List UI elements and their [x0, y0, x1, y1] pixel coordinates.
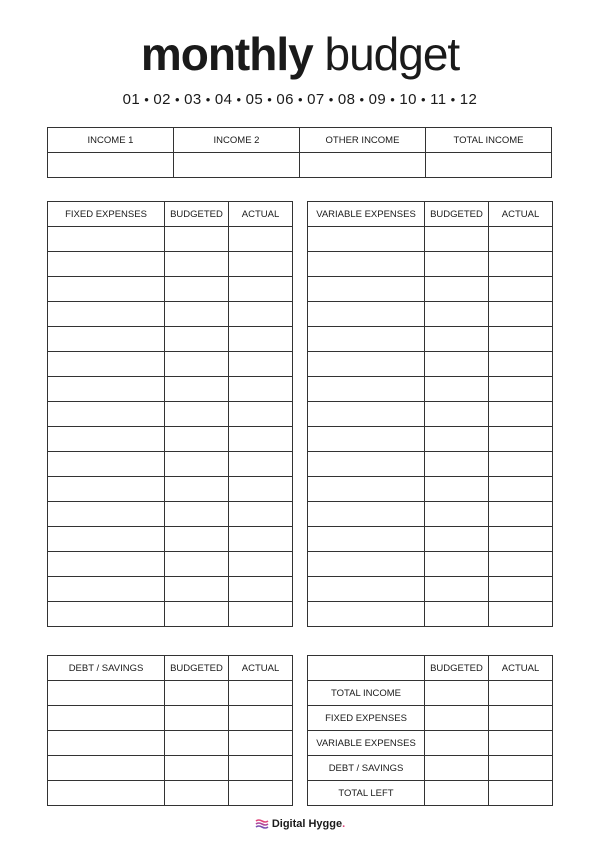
table-row: [48, 552, 293, 577]
table-row: [308, 477, 553, 502]
income-table: [47, 127, 552, 178]
entry-cell[interactable]: [425, 552, 489, 577]
entry-cell[interactable]: [308, 577, 425, 602]
entry-cell[interactable]: [48, 681, 165, 706]
entry-cell[interactable]: [489, 756, 553, 781]
summary-row-label: TOTAL INCOME: [308, 681, 425, 706]
entry-cell[interactable]: [229, 502, 293, 527]
month-separator: •: [236, 92, 242, 107]
income-header: INCOME 2: [174, 128, 300, 153]
page-title: [0, 26, 600, 82]
entry-cell[interactable]: [308, 427, 425, 452]
entry-cell[interactable]: [165, 781, 229, 806]
month-separator: •: [267, 92, 273, 107]
entry-cell[interactable]: [165, 327, 229, 352]
entry-cell[interactable]: [229, 477, 293, 502]
entry-cell[interactable]: [165, 452, 229, 477]
table-row: [48, 302, 293, 327]
entry-cell[interactable]: [425, 377, 489, 402]
table-row: [48, 731, 293, 756]
month-02[interactable]: 02: [153, 91, 172, 108]
debt-header: DEBT / SAVINGS: [48, 656, 165, 681]
summary-header: BUDGETED: [425, 656, 489, 681]
table-row: [48, 602, 293, 627]
header-row: [48, 656, 293, 681]
month-03[interactable]: 03: [184, 91, 202, 108]
entry-cell[interactable]: [48, 227, 165, 252]
entry-cell[interactable]: [165, 377, 229, 402]
table-row: [308, 302, 553, 327]
entry-cell[interactable]: [48, 502, 165, 527]
entry-cell[interactable]: [229, 252, 293, 277]
entry-cell[interactable]: [489, 327, 553, 352]
month-10[interactable]: 10: [399, 91, 418, 108]
table-row: [308, 527, 553, 552]
entry-cell[interactable]: [165, 277, 229, 302]
entry-cell[interactable]: [425, 252, 489, 277]
entry-cell[interactable]: [165, 502, 229, 527]
entry-cell[interactable]: [229, 377, 293, 402]
table-row: [308, 252, 553, 277]
table-row: [308, 402, 553, 427]
entry-cell[interactable]: [48, 277, 165, 302]
brand-dot: .: [342, 818, 346, 830]
entry-cell[interactable]: [489, 577, 553, 602]
fixed-header: BUDGETED: [165, 202, 229, 227]
income-header: TOTAL INCOME: [426, 128, 552, 153]
table-row: [308, 602, 553, 627]
brand-footer: [0, 818, 600, 830]
entry-cell[interactable]: [489, 731, 553, 756]
debt-savings-table: [47, 655, 293, 806]
entry-cell[interactable]: [229, 452, 293, 477]
entry-cell[interactable]: [48, 577, 165, 602]
entry-cell[interactable]: [48, 302, 165, 327]
table-row: [308, 577, 553, 602]
entry-cell[interactable]: [308, 377, 425, 402]
month-separator: •: [421, 92, 427, 107]
table-row: [48, 477, 293, 502]
entry-cell[interactable]: [425, 477, 489, 502]
entry-cell[interactable]: [48, 552, 165, 577]
entry-cell[interactable]: [425, 706, 489, 731]
entry-cell[interactable]: [425, 756, 489, 781]
entry-cell[interactable]: [308, 502, 425, 527]
entry-cell[interactable]: [229, 427, 293, 452]
entry-cell[interactable]: [165, 477, 229, 502]
entry-cell[interactable]: [48, 427, 165, 452]
table-row: [308, 706, 553, 731]
table-row: [48, 377, 293, 402]
entry-cell[interactable]: [425, 402, 489, 427]
entry-cell[interactable]: [425, 527, 489, 552]
entry-cell[interactable]: [48, 477, 165, 502]
entry-cell[interactable]: [229, 527, 293, 552]
month-04[interactable]: 04: [214, 91, 233, 108]
table-row: [48, 527, 293, 552]
entry-cell[interactable]: [48, 731, 165, 756]
variable-header: VARIABLE EXPENSES: [308, 202, 425, 227]
entry-cell[interactable]: [48, 756, 165, 781]
table-row: [48, 756, 293, 781]
entry-cell[interactable]: [308, 527, 425, 552]
entry-cell[interactable]: [489, 502, 553, 527]
summary-row-label: FIXED EXPENSES: [308, 706, 425, 731]
entry-cell[interactable]: [165, 227, 229, 252]
entry-cell[interactable]: [229, 756, 293, 781]
table-row: [308, 277, 553, 302]
entry-cell[interactable]: [425, 577, 489, 602]
month-separator: •: [450, 92, 456, 107]
entry-cell[interactable]: [229, 327, 293, 352]
waves-logo-icon: [255, 819, 269, 829]
entry-cell[interactable]: [165, 706, 229, 731]
table-row: [308, 452, 553, 477]
entry-cell[interactable]: [229, 602, 293, 627]
entry-cell[interactable]: [48, 452, 165, 477]
table-row: [48, 781, 293, 806]
entry-cell[interactable]: [48, 377, 165, 402]
entry-cell[interactable]: [229, 706, 293, 731]
fixed-header: ACTUAL: [229, 202, 293, 227]
entry-cell[interactable]: [489, 352, 553, 377]
entry-cell[interactable]: [308, 302, 425, 327]
entry-cell[interactable]: [308, 252, 425, 277]
summary-row-label: TOTAL LEFT: [308, 781, 425, 806]
table-row: [308, 502, 553, 527]
entry-cell[interactable]: [229, 681, 293, 706]
table-row: [48, 452, 293, 477]
header-row: [308, 656, 553, 681]
table-row: [48, 402, 293, 427]
entry-cell[interactable]: [489, 452, 553, 477]
entry-cell[interactable]: [308, 602, 425, 627]
table-row: [308, 731, 553, 756]
variable-header: ACTUAL: [489, 202, 553, 227]
variable-header: BUDGETED: [425, 202, 489, 227]
income-cell[interactable]: [48, 153, 174, 178]
entry-cell[interactable]: [165, 577, 229, 602]
entry-cell[interactable]: [229, 227, 293, 252]
entry-cell[interactable]: [229, 352, 293, 377]
entry-cell[interactable]: [165, 552, 229, 577]
entry-cell[interactable]: [229, 302, 293, 327]
debt-header: BUDGETED: [165, 656, 229, 681]
table-row: [308, 227, 553, 252]
table-row: [48, 227, 293, 252]
table-row: [48, 681, 293, 706]
table-row: [308, 352, 553, 377]
entry-cell[interactable]: [425, 681, 489, 706]
month-12[interactable]: 12: [459, 91, 478, 108]
table-row: [308, 681, 553, 706]
entry-cell[interactable]: [165, 252, 229, 277]
entry-cell[interactable]: [229, 731, 293, 756]
table-row: [48, 502, 293, 527]
month-06[interactable]: 06: [276, 91, 295, 108]
table-row: [308, 327, 553, 352]
entry-cell[interactable]: [489, 227, 553, 252]
month-11[interactable]: 11: [430, 91, 447, 108]
title-light: budget: [324, 28, 460, 80]
month-01[interactable]: 01: [122, 91, 141, 108]
entry-cell[interactable]: [229, 577, 293, 602]
entry-cell[interactable]: [229, 277, 293, 302]
entry-cell[interactable]: [425, 327, 489, 352]
entry-cell[interactable]: [489, 477, 553, 502]
table-row: [308, 552, 553, 577]
entry-cell[interactable]: [165, 756, 229, 781]
month-05[interactable]: 05: [245, 91, 264, 108]
table-row: [48, 577, 293, 602]
brand-name: Digital Hygge: [271, 818, 343, 830]
summary-row-label: DEBT / SAVINGS: [308, 756, 425, 781]
fixed-header: FIXED EXPENSES: [48, 202, 165, 227]
variable-expenses-table: [307, 201, 553, 627]
debt-header: ACTUAL: [229, 656, 293, 681]
table-row: [308, 756, 553, 781]
entry-cell[interactable]: [165, 731, 229, 756]
month-separator: •: [205, 92, 211, 107]
entry-cell[interactable]: [425, 302, 489, 327]
entry-cell[interactable]: [48, 352, 165, 377]
entry-cell[interactable]: [165, 602, 229, 627]
entry-cell[interactable]: [425, 352, 489, 377]
fixed-expenses-table: [47, 201, 293, 627]
month-09[interactable]: 09: [368, 91, 387, 108]
entry-cell[interactable]: [308, 277, 425, 302]
entry-cell[interactable]: [229, 402, 293, 427]
entry-cell[interactable]: [425, 427, 489, 452]
entry-cell[interactable]: [48, 402, 165, 427]
month-separator: •: [298, 92, 304, 107]
entry-cell[interactable]: [425, 731, 489, 756]
summary-header: [308, 656, 425, 681]
table-row: [48, 252, 293, 277]
entry-cell[interactable]: [229, 552, 293, 577]
entry-cell[interactable]: [48, 252, 165, 277]
table-row: [48, 427, 293, 452]
entry-cell[interactable]: [489, 277, 553, 302]
entry-cell[interactable]: [425, 602, 489, 627]
entry-cell[interactable]: [489, 427, 553, 452]
entry-cell[interactable]: [229, 781, 293, 806]
entry-cell[interactable]: [165, 402, 229, 427]
entry-cell[interactable]: [48, 602, 165, 627]
entry-cell[interactable]: [48, 527, 165, 552]
month-separator: •: [390, 92, 396, 107]
month-08[interactable]: 08: [337, 91, 356, 108]
table-row: [48, 352, 293, 377]
entry-cell[interactable]: [489, 602, 553, 627]
entry-cell[interactable]: [489, 706, 553, 731]
month-07[interactable]: 07: [307, 91, 325, 108]
entry-cell[interactable]: [165, 681, 229, 706]
income-cell[interactable]: [426, 153, 552, 178]
header-row: [308, 202, 553, 227]
entry-cell[interactable]: [308, 402, 425, 427]
entry-cell[interactable]: [425, 781, 489, 806]
table-row: [308, 781, 553, 806]
entry-cell[interactable]: [489, 527, 553, 552]
month-separator: •: [144, 92, 150, 107]
entry-cell[interactable]: [425, 502, 489, 527]
entry-cell[interactable]: [489, 302, 553, 327]
summary-row-label: VARIABLE EXPENSES: [308, 731, 425, 756]
table-row: [308, 377, 553, 402]
entry-cell[interactable]: [489, 681, 553, 706]
entry-cell[interactable]: [425, 227, 489, 252]
entry-cell[interactable]: [165, 427, 229, 452]
month-separator: •: [175, 92, 181, 107]
entry-cell[interactable]: [165, 302, 229, 327]
entry-cell[interactable]: [308, 552, 425, 577]
title-bold: monthly: [140, 28, 313, 80]
entry-cell[interactable]: [48, 327, 165, 352]
entry-cell[interactable]: [48, 781, 165, 806]
entry-cell[interactable]: [489, 402, 553, 427]
entry-cell[interactable]: [489, 252, 553, 277]
entry-cell[interactable]: [165, 352, 229, 377]
entry-cell[interactable]: [308, 327, 425, 352]
income-header: OTHER INCOME: [300, 128, 426, 153]
income-cell[interactable]: [174, 153, 300, 178]
table-row: [48, 327, 293, 352]
header-row: [48, 202, 293, 227]
table-row: [308, 427, 553, 452]
entry-cell[interactable]: [489, 552, 553, 577]
table-row: [48, 706, 293, 731]
entry-cell[interactable]: [489, 781, 553, 806]
entry-cell[interactable]: [308, 352, 425, 377]
entry-cell[interactable]: [48, 706, 165, 731]
entry-cell[interactable]: [425, 277, 489, 302]
table-row: [48, 277, 293, 302]
income-header: INCOME 1: [48, 128, 174, 153]
entry-cell[interactable]: [308, 227, 425, 252]
summary-table: [307, 655, 553, 806]
summary-header: ACTUAL: [489, 656, 553, 681]
entry-cell[interactable]: [489, 377, 553, 402]
entry-cell[interactable]: [308, 452, 425, 477]
entry-cell[interactable]: [425, 452, 489, 477]
income-cell[interactable]: [300, 153, 426, 178]
month-separator: •: [328, 92, 334, 107]
month-selector: [0, 90, 600, 110]
month-separator: •: [359, 92, 365, 107]
entry-cell[interactable]: [165, 527, 229, 552]
entry-cell[interactable]: [308, 477, 425, 502]
